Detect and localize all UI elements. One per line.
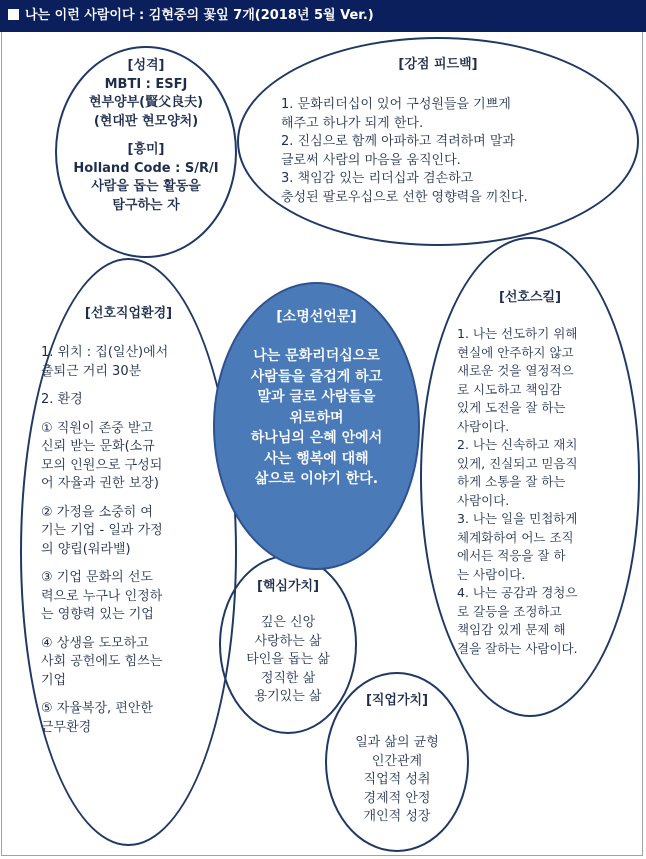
mission-line: 사람들을 즐겁게 하고 — [250, 368, 383, 385]
core-values-line: 사랑하는 삶 — [254, 633, 322, 649]
work-values-line: 인간관계 — [371, 753, 423, 769]
strengths-body — [281, 96, 621, 207]
mission-body — [223, 346, 410, 490]
skills-line: 2. 나는 신속하고 재치 — [457, 437, 578, 452]
personality-title: [성격] — [127, 58, 165, 73]
personality-block — [56, 57, 236, 215]
environment-line: 1. 위치 : 집(일산)에서 — [41, 345, 169, 360]
skills-line: 는 사람이다. — [457, 566, 526, 582]
environment-line: ⑤ 자율복장, 편안한 — [41, 701, 153, 716]
work-values-line: 개인적 성장 — [363, 809, 431, 824]
personality-line: MBTI : ESFJ — [104, 76, 188, 92]
skills-line: 에서든 적응을 잘 하 — [457, 548, 566, 563]
strengths-line: 글로써 사람의 마음을 움직인다. — [281, 152, 461, 168]
interest-line: 탐구하는 자 — [112, 197, 180, 213]
environment-line: 력으로 누구나 인정하 — [41, 588, 163, 604]
strengths-line: 3. 책임감 있는 리더십과 겸손하고 — [281, 171, 474, 186]
mission-line: 나는 문화리더십으로 — [253, 348, 380, 364]
work-values-line: 경제적 안정 — [363, 790, 431, 806]
interest-line: Holland Code : S/R/I — [73, 160, 219, 176]
skills-title: [선호스킬] — [498, 290, 562, 305]
environment-line: 어 자율과 권한 보장) — [41, 476, 159, 491]
environment-line: 2. 환경 — [41, 392, 83, 407]
strengths-line: 2. 진심으로 함께 아파하고 격려하며 말과 — [281, 134, 515, 149]
environment-line: 신뢰 받는 문화(소규 — [41, 439, 155, 454]
page-header — [0, 0, 646, 32]
strengths-title: [강점 피드백] — [398, 57, 478, 72]
environment-line: 근무환경 — [41, 719, 92, 735]
mission-line: 하나님의 은혜 안에서 — [250, 430, 383, 446]
environment-title: [선호직업환경] — [84, 306, 173, 321]
strengths-line: 해주고 하나가 되게 한다. — [281, 115, 424, 131]
skills-line: 체계화하여 어느 조직 — [457, 529, 574, 545]
skills-line: 사람이다. — [457, 418, 510, 434]
environment-line: 기는 기업 - 일과 가정 — [41, 523, 163, 538]
environment-line: ② 가정을 소중히 여 — [41, 504, 153, 520]
environment-line: ① 직원이 존중 받고 — [41, 420, 153, 436]
page-title: 나는 이런 사람이다 : 김현중의 꽃잎 7개(2018년 5월 Ver.) — [25, 8, 374, 23]
strengths-line: 1. 문화리더십이 있어 구성원들을 기쁘게 — [281, 97, 511, 112]
core-values-title: [핵심가치] — [256, 579, 320, 594]
skills-line: 책임감 있게 문제 해 — [457, 622, 566, 637]
environment-line: 사회 공헌에도 힘쓰는 — [41, 654, 163, 669]
environment-body — [41, 344, 226, 737]
skills-line: 결을 잘하는 사람이다. — [457, 640, 578, 656]
skills-line: 로 시도하고 책임감 — [457, 381, 562, 397]
skills-line: 있게 도전을 잘 하는 — [457, 400, 566, 415]
work-values-body — [325, 734, 469, 827]
interest-title: [흥미] — [127, 142, 165, 157]
environment-line: 기업 — [41, 672, 67, 688]
environment-line: ③ 기업 문화의 선도 — [41, 570, 153, 585]
environment-line: 모의 인원으로 구성되 — [41, 457, 163, 473]
environment-line: ④ 상생을 도모하고 — [41, 635, 149, 651]
mission-line: 사는 행복에 대해 — [264, 450, 369, 467]
core-values-line: 타인을 돕는 삶 — [246, 652, 330, 667]
skills-line: 현실에 안주하지 않고 — [457, 344, 574, 360]
skills-line: 3. 나는 일을 민첩하게 — [457, 511, 578, 526]
skills-line: 새로운 것을 열정적으 — [457, 363, 574, 378]
environment-line: 는 영향력 있는 기업 — [41, 607, 154, 622]
skills-line: 4. 나는 공감과 경청으 — [457, 585, 578, 600]
mission-line: 위로하며 — [289, 409, 344, 426]
mission-line: 말과 글로 사람들을 — [257, 389, 376, 405]
skills-line: 있게, 진실되고 믿음직 — [457, 455, 578, 471]
skills-line: 하게 소통을 잘 하는 — [457, 474, 566, 489]
interest-line: 사람을 돕는 활동을 — [91, 179, 201, 194]
core-values-line: 정직한 삶 — [260, 670, 316, 686]
core-values-line: 깊은 신앙 — [260, 615, 316, 630]
work-values-line: 일과 삶의 균형 — [355, 735, 439, 750]
skills-line: 사람이다. — [457, 492, 510, 508]
work-values-line: 직업적 성취 — [363, 772, 431, 787]
personality-line: (현대판 현모양처) — [93, 113, 199, 129]
strengths-line: 충성된 팔로우십으로 선한 영향력을 끼친다. — [281, 189, 528, 205]
work-values-title: [직업가치] — [365, 693, 429, 708]
skills-line: 1. 나는 선도하기 위해 — [457, 326, 578, 341]
environment-line: 의 양립(워라밸) — [41, 541, 131, 557]
skills-line: 로 갈등을 조정하고 — [457, 603, 562, 619]
environment-line: 출퇴근 거리 30분 — [41, 363, 142, 379]
core-values-line: 용기있는 삶 — [254, 689, 322, 704]
mission-line: 삶으로 이야기 한다. — [254, 471, 379, 487]
skills-body — [457, 325, 632, 658]
personality-line: 현부양부(賢父良夫) — [88, 95, 204, 110]
square-bullet-icon — [8, 9, 19, 20]
mission-title: [소명선언문] — [276, 309, 357, 325]
